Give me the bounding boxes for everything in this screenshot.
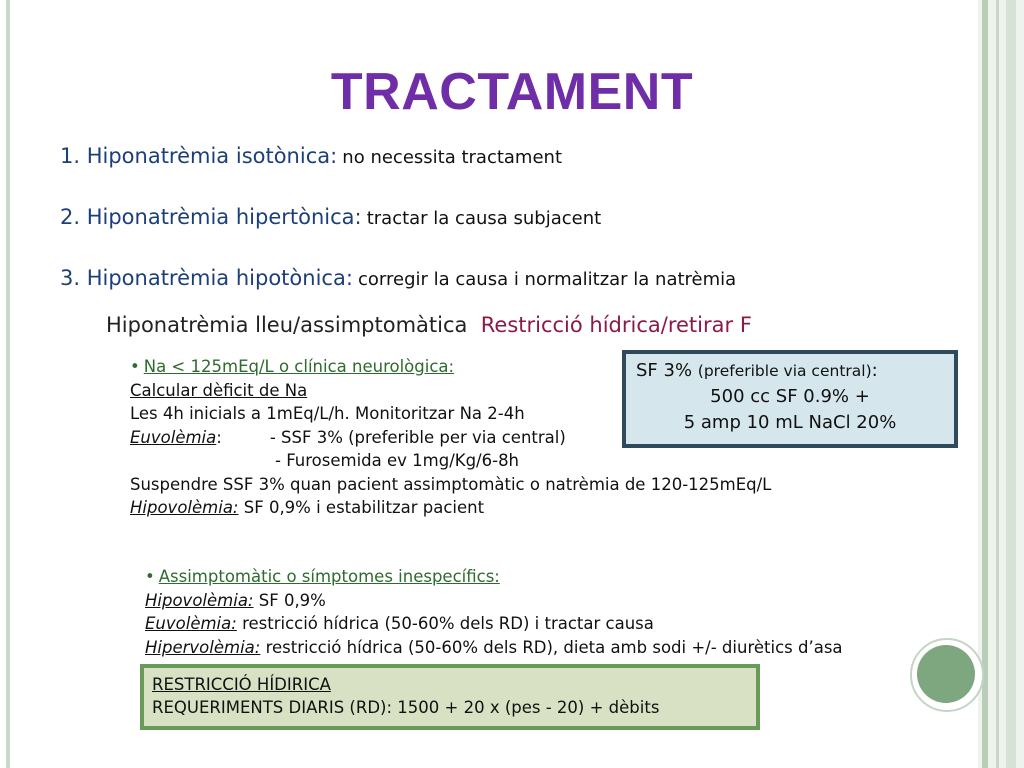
item-text: corregir la causa i normalitzar la natrèmia — [358, 269, 737, 290]
hipovolemia-text: SF 0,9% i estabilitzar pacient — [243, 498, 485, 517]
item-text: tractar la causa subjacent — [366, 208, 602, 229]
mild-hyponatremia-line — [106, 313, 752, 337]
hipovolemia-text: SF 0,9% — [258, 590, 326, 610]
euvolemia-step-2: - Furosemida ev 1mg/Kg/6-8h — [275, 451, 520, 470]
bullet-icon: • — [130, 357, 140, 376]
sf-solution-box — [622, 350, 958, 448]
euvolemia-text: restricció hídrica (50-60% dels RD) i tractar causa — [242, 614, 654, 633]
rate-line: Les 4h inicials a 1mEq/L/h. Monitoritzar Na 2-4h — [130, 404, 525, 423]
calc-deficit-line: Calcular dèficit de Na — [130, 380, 308, 400]
hipovolemia-line — [130, 496, 771, 520]
sf-colon: : — [871, 360, 878, 381]
hipovolemia-label: Hipovolèmia: — [130, 498, 239, 517]
decorative-circle-icon — [917, 645, 975, 703]
suspend-line: Suspendre SSF 3% quan pacient assimptomàtic o natrèmia de 120-125mEq/L — [130, 474, 772, 494]
mild-action: Restricció hídrica/retirar F — [480, 313, 752, 337]
euvolemia-step-1: - SSF 3% (preferible per via central) — [269, 427, 566, 447]
mild-label: Hiponatrèmia lleu/assimptomàtica — [106, 313, 468, 337]
hipervolemia-text: restricció hídrica (50-60% dels RD), dieta amb sodi +/- diurètics d’asa — [265, 637, 843, 657]
euvolemia-line-2 — [130, 449, 771, 473]
item-text: no necessita tractament — [342, 147, 563, 168]
asymptomatic-bullet-heading: Assimptomàtic o símptomes inespecífics: — [158, 567, 500, 586]
euvolemia-label: Euvolèmia: — [145, 614, 237, 633]
euvolemia-label: Euvolèmia — [130, 427, 217, 447]
bullet-icon: • — [145, 567, 155, 586]
rd-title: RESTRICCIÓ HÍDIRICA — [152, 675, 331, 694]
treatment-item-hypotonic — [60, 266, 736, 290]
sf-main: SF 3% — [636, 360, 693, 381]
item-heading: 2. Hiponatrèmia hipertònica: — [60, 205, 362, 229]
asymptomatic-treatment-block — [145, 565, 843, 659]
treatment-item-hypertonic — [60, 205, 601, 229]
sf-note: (preferible via central) — [697, 362, 872, 380]
slide-title: TRACTAMENT — [330, 63, 694, 121]
treatment-item-isotonic — [60, 144, 562, 168]
sf-line-2: 500 cc SF 0.9% + — [710, 386, 870, 407]
sf-line-3: 5 amp 10 mL NaCl 20% — [683, 412, 897, 433]
severe-bullet-heading: Na < 125mEq/L o clínica neurològica: — [143, 357, 455, 376]
rd-formula: REQUERIMENTS DIARIS (RD): 1500 + 20 x (pes - 20) + dèbits — [152, 698, 660, 717]
hipovolemia-label: Hipovolèmia: — [145, 590, 254, 610]
fluid-restriction-box — [140, 664, 760, 730]
item-heading: 1. Hiponatrèmia isotònica: — [60, 144, 338, 168]
hipervolemia-label: Hipervolèmia: — [145, 637, 261, 657]
euvolemia-colon: : — [216, 427, 222, 447]
item-heading: 3. Hiponatrèmia hipotònica: — [60, 266, 353, 290]
